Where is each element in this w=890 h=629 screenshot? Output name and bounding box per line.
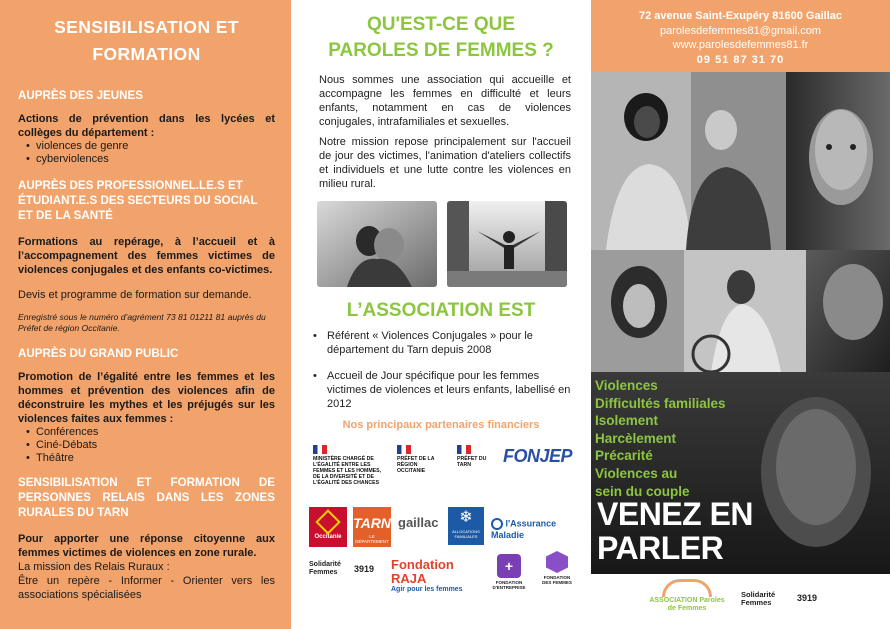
logo-solidarite-femmes: Solidarité Femmes xyxy=(309,561,341,576)
logo-fonjep: FONJEP xyxy=(503,446,573,466)
logo-fondation-raja: Fondation RAJA Agir pour les femmes xyxy=(391,557,463,593)
list-item: • violences de genre xyxy=(26,140,275,153)
flag-icon xyxy=(457,445,471,454)
jeunes-intro: Actions de prévention dans les lycées et collèges du département : xyxy=(18,113,275,139)
section-heading-relais: SENSIBILISATION ET FORMATION DE PERSONNES RELAIS DANS LES ZONES RURALES DU TARN xyxy=(18,476,275,519)
jeunes-list xyxy=(26,140,275,166)
section-heading-jeunes: AUPRÈS DES JEUNES xyxy=(18,89,143,102)
public-intro: Promotion de l’égalité entre les femmes et les hommes et prévention des violences afin de déconstruire les mythes et les préjugés sur les violences faites aux femmes : xyxy=(18,371,275,425)
photo-arms-open xyxy=(447,201,567,287)
logo-gaillac: gaillac xyxy=(398,515,439,530)
section-heading-public: AUPRÈS DU GRAND PUBLIC xyxy=(18,347,179,360)
list-item: • Accueil de Jour spécifique pour les femmes victimes de violences et leurs enfants, labellisé en 2012 xyxy=(313,369,571,411)
email[interactable]: parolesdefemmes81@gmail.com xyxy=(660,24,821,37)
flag-icon xyxy=(313,445,327,454)
list-item: • cyberviolences xyxy=(26,153,275,166)
partners-title: Nos principaux partenaires financiers xyxy=(342,419,540,431)
middle-panel xyxy=(291,0,591,629)
cross-icon xyxy=(315,509,340,534)
address: 72 avenue Saint-Exupéry 81600 Gaillac xyxy=(638,10,842,22)
relais-intro: Pour apporter une réponse citoyenne aux femmes victimes de violences en zone rurale. xyxy=(18,533,275,559)
right-panel xyxy=(591,0,890,629)
list-item: • Référent « Violences Conjugales » pour le département du Tarn depuis 2008 xyxy=(313,329,571,357)
list-item: • Théâtre xyxy=(26,452,275,465)
relais-roles: Être un repère - Informer - Orienter vers les associations spécialisées xyxy=(18,575,275,601)
mission-paragraph: Notre mission repose principalement sur l'accueil de jour des victimes, l'animation d'ateliers collectifs et individuels et une lutte contre les violences en milieu rural. xyxy=(319,136,571,190)
phone[interactable]: 09 51 87 31 70 xyxy=(696,53,785,66)
list-item: • Ciné-Débats xyxy=(26,439,275,452)
flag-icon xyxy=(397,445,411,454)
snowflake-icon: ❄ xyxy=(459,509,473,526)
logo-assurance-maladie: l'Assurance Maladie xyxy=(491,518,557,540)
hexagon-icon xyxy=(546,551,568,573)
logo-prefet-tarn: PRÉFET DU TARN xyxy=(457,445,497,468)
footer-logo-solidarite: Solidarité Femmes xyxy=(741,590,776,607)
plus-icon: + xyxy=(497,554,521,578)
logo-occitanie: Occitanie xyxy=(309,507,347,547)
list-item: • Conférences xyxy=(26,426,275,439)
pros-devis: Devis et programme de formation sur demande. xyxy=(18,289,252,301)
logo-tarn: TARN LE DÉPARTEMENT xyxy=(353,507,391,547)
intro-paragraph: Nous sommes une association qui accueille et accompagne les femmes en difficulté et leurs enfants, notamment en cas de violences conjugales, intrafamiliales et sexuelles. xyxy=(319,74,571,128)
arc-icon xyxy=(662,579,712,597)
asso-list xyxy=(313,329,571,423)
call-to-action: VENEZ EN PARLER xyxy=(597,496,754,566)
pros-intro: Formations au repérage, à l’accueil et à l’accompagnement des femmes victimes de violences conjugales et des enfants co-victimes. xyxy=(18,236,275,276)
asso-title: L’ASSOCIATION EST xyxy=(346,300,536,321)
public-list xyxy=(26,426,275,465)
middle-title: QU'EST-CE QUE PAROLES DE FEMMES ? xyxy=(328,14,554,61)
logo-prefet-region: PRÉFET DE LA RÉGION OCCITANIE xyxy=(397,445,447,474)
footer-logo-3919: 3919 xyxy=(797,593,818,603)
themes-list: Violences Difficultés familiales Isolement Harcèlement Précarité Violences au sein du couple xyxy=(595,378,726,499)
left-panel xyxy=(0,0,291,629)
section-heading-pros: AUPRÈS DES PROFESSIONNEL.LE.S ET ÉTUDIANT.E.S DES SECTEURS DU SOCIAL ET DE LA SANTÉ xyxy=(18,179,258,222)
logo-caf: ❄ ALLOCATIONS FAMILIALES xyxy=(448,507,484,545)
pros-agrement: Enregistré sous le numéro d’agrément 73 81 01211 81 auprès du Préfet de région Occitanie. xyxy=(18,312,266,333)
circle-icon xyxy=(491,518,503,530)
logo-fondation-entreprise: + FONDATION D'ENTREPRISE xyxy=(489,554,529,590)
left-title: SENSIBILISATION ET FORMATION xyxy=(54,17,239,64)
contact-block xyxy=(591,0,890,72)
logo-fondation-femmes: FONDATION DES FEMMES xyxy=(539,551,575,585)
website[interactable]: www.parolesdefemmes81.fr xyxy=(672,39,809,51)
logo-3919: 3919 xyxy=(354,564,375,574)
logo-paroles-de-femmes: ASSOCIATION Paroles de Femmes xyxy=(647,579,727,613)
relais-mission: La mission des Relais Ruraux : xyxy=(18,561,170,573)
logo-ministere: MINISTÈRE CHARGÉ DE L'ÉGALITÉ ENTRE LES FEMMES ET LES HOMMES, DE LA DIVERSITÉ ET DE L'ÉGALITÉ DES CHANCES xyxy=(313,445,383,486)
photo-hug xyxy=(317,201,437,287)
